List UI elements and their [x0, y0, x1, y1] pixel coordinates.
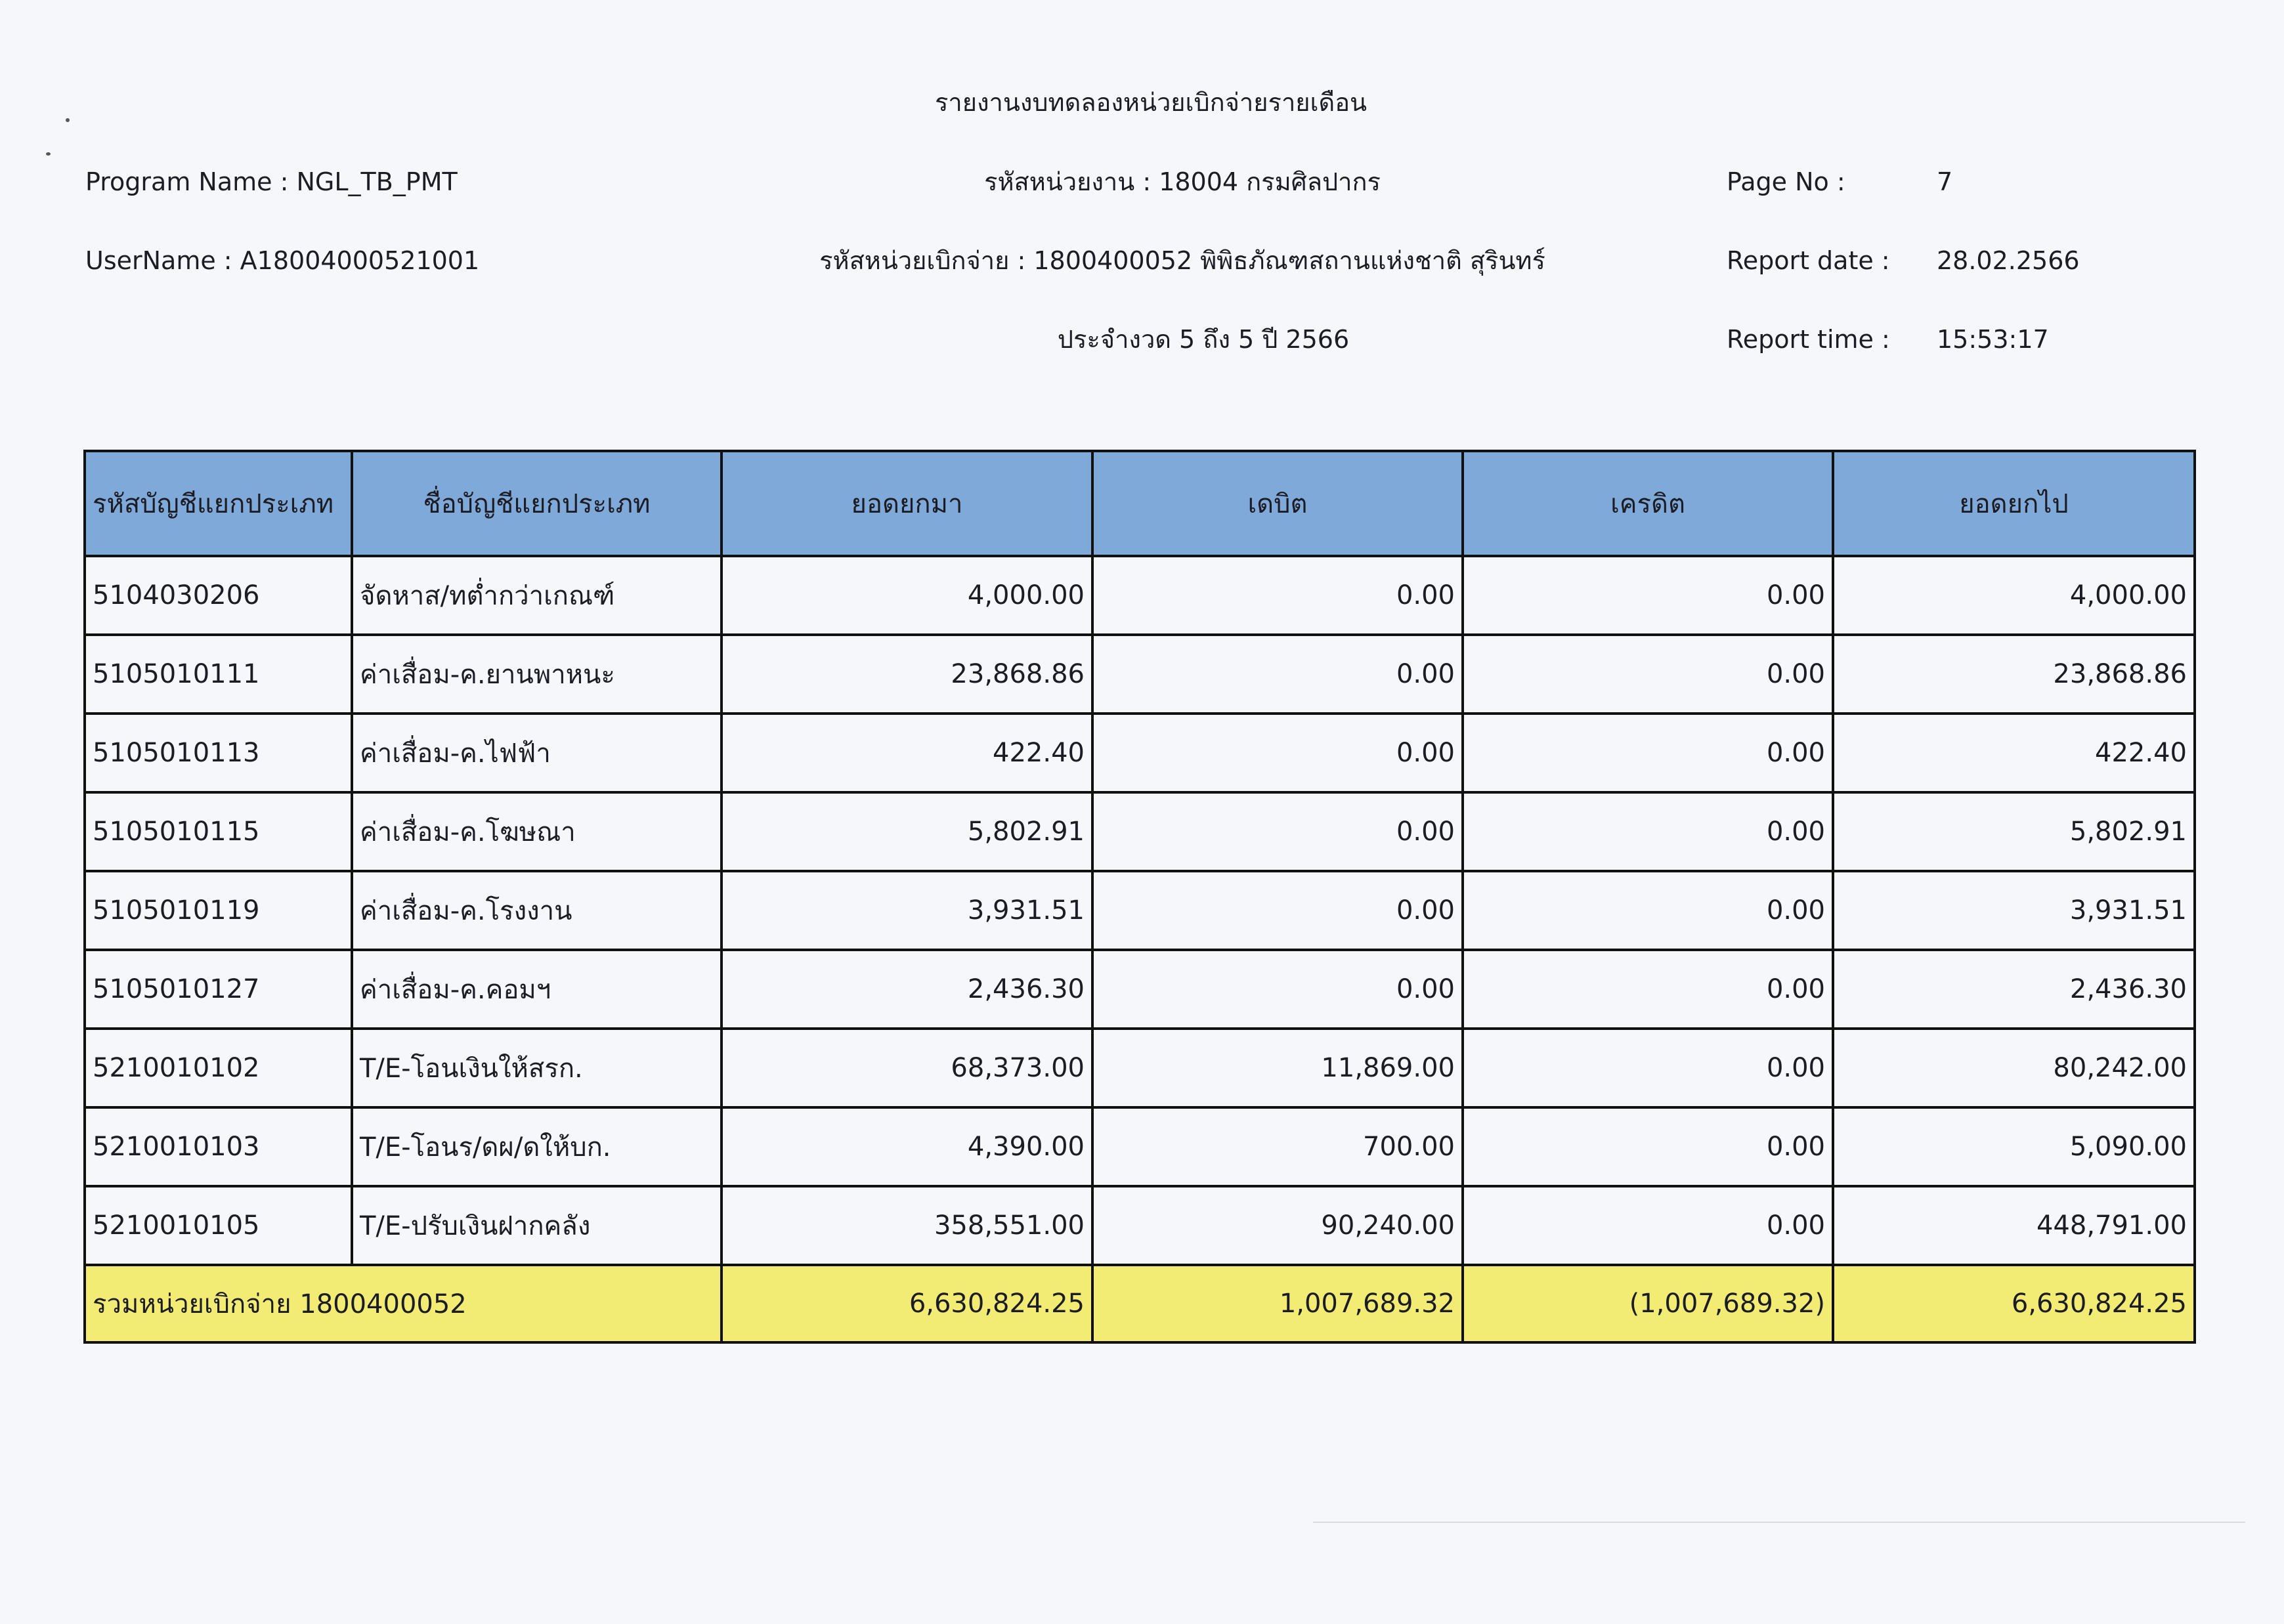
account-name: ค่าเสื่อม-ค.ยานพาหนะ	[352, 635, 722, 714]
opening-balance: 358,551.00	[722, 1186, 1092, 1265]
closing-balance: 2,436.30	[1833, 950, 2195, 1029]
total-debit: 1,007,689.32	[1092, 1265, 1463, 1342]
closing-balance: 422.40	[1833, 714, 2195, 792]
closing-balance: 448,791.00	[1833, 1186, 2195, 1265]
table-row	[85, 1186, 2195, 1265]
total-credit: (1,007,689.32)	[1463, 1265, 1833, 1342]
closing-balance: 5,802.91	[1833, 792, 2195, 871]
credit-amount: 0.00	[1463, 635, 1833, 714]
report-period: ประจำงวด 5 ถึง 5 ปี 2566	[1057, 325, 1350, 354]
account-code: 5105010113	[85, 714, 352, 792]
account-code: 5105010127	[85, 950, 352, 1029]
opening-balance: 68,373.00	[722, 1029, 1092, 1107]
opening-balance: 3,931.51	[722, 871, 1092, 950]
debit-amount: 700.00	[1092, 1107, 1463, 1186]
agency-code: รหัสหน่วยงาน : 18004 กรมศิลปากร	[984, 167, 1381, 196]
closing-balance: 3,931.51	[1833, 871, 2195, 950]
scan-speck	[66, 118, 70, 122]
trial-balance-table	[83, 450, 2196, 1344]
credit-amount: 0.00	[1463, 1186, 1833, 1265]
debit-amount: 0.00	[1092, 950, 1463, 1029]
opening-balance: 23,868.86	[722, 635, 1092, 714]
column-header-opening: ยอดยกมา	[722, 451, 1092, 556]
page-no-label: Page No :	[1727, 167, 1845, 196]
table-row	[85, 871, 2195, 950]
credit-amount: 0.00	[1463, 871, 1833, 950]
table-header-row	[85, 451, 2195, 556]
report-time-label: Report time :	[1727, 325, 1890, 354]
account-code: 5210010102	[85, 1029, 352, 1107]
opening-balance: 422.40	[722, 714, 1092, 792]
column-header-debit: เดบิต	[1092, 451, 1463, 556]
account-code: 5105010115	[85, 792, 352, 871]
closing-balance: 5,090.00	[1833, 1107, 2195, 1186]
total-label: รวมหน่วยเบิกจ่าย 1800400052	[85, 1265, 722, 1342]
closing-balance: 80,242.00	[1833, 1029, 2195, 1107]
debit-amount: 0.00	[1092, 871, 1463, 950]
account-code: 5105010111	[85, 635, 352, 714]
account-code: 5210010105	[85, 1186, 352, 1265]
total-row	[85, 1265, 2195, 1342]
account-name: T/E-ปรับเงินฝากคลัง	[352, 1186, 722, 1265]
disbursing-unit: รหัสหน่วยเบิกจ่าย : 1800400052 พิพิธภัณฑสถานแห่งชาติ สุรินทร์	[819, 246, 1545, 275]
debit-amount: 0.00	[1092, 635, 1463, 714]
credit-amount: 0.00	[1463, 714, 1833, 792]
credit-amount: 0.00	[1463, 950, 1833, 1029]
table-row	[85, 950, 2195, 1029]
page-no-value: 7	[1937, 167, 1953, 196]
scan-edge-line	[1313, 1522, 2245, 1523]
account-name: ค่าเสื่อม-ค.ไฟฟ้า	[352, 714, 722, 792]
account-name: T/E-โอนร/ดผ/ดให้บก.	[352, 1107, 722, 1186]
account-name: T/E-โอนเงินให้สรก.	[352, 1029, 722, 1107]
report-date-label: Report date :	[1727, 246, 1890, 275]
column-header-name: ชื่อบัญชีแยกประเภท	[352, 451, 722, 556]
account-code: 5105010119	[85, 871, 352, 950]
total-closing: 6,630,824.25	[1833, 1265, 2195, 1342]
account-name: จัดหาส/ทต่ำกว่าเกณฑ์	[352, 556, 722, 635]
opening-balance: 4,000.00	[722, 556, 1092, 635]
opening-balance: 2,436.30	[722, 950, 1092, 1029]
scan-speck	[46, 152, 51, 156]
debit-amount: 11,869.00	[1092, 1029, 1463, 1107]
debit-amount: 0.00	[1092, 792, 1463, 871]
report-date-value: 28.02.2566	[1937, 246, 2080, 275]
table-row	[85, 1107, 2195, 1186]
column-header-code: รหัสบัญชีแยกประเภท	[85, 451, 352, 556]
program-name: Program Name : NGL_TB_PMT	[85, 167, 458, 196]
credit-amount: 0.00	[1463, 792, 1833, 871]
report-title: รายงานงบทดลองหน่วยเบิกจ่ายรายเดือน	[934, 88, 1368, 117]
opening-balance: 4,390.00	[722, 1107, 1092, 1186]
account-code: 5210010103	[85, 1107, 352, 1186]
table-row	[85, 556, 2195, 635]
credit-amount: 0.00	[1463, 556, 1833, 635]
table-row	[85, 635, 2195, 714]
debit-amount: 0.00	[1092, 714, 1463, 792]
user-name: UserName : A18004000521001	[85, 246, 480, 275]
debit-amount: 90,240.00	[1092, 1186, 1463, 1265]
closing-balance: 23,868.86	[1833, 635, 2195, 714]
column-header-credit: เครดิต	[1463, 451, 1833, 556]
account-name: ค่าเสื่อม-ค.คอมฯ	[352, 950, 722, 1029]
credit-amount: 0.00	[1463, 1029, 1833, 1107]
column-header-closing: ยอดยกไป	[1833, 451, 2195, 556]
opening-balance: 5,802.91	[722, 792, 1092, 871]
account-name: ค่าเสื่อม-ค.โรงงาน	[352, 871, 722, 950]
total-opening: 6,630,824.25	[722, 1265, 1092, 1342]
debit-amount: 0.00	[1092, 556, 1463, 635]
report-time-value: 15:53:17	[1937, 325, 2049, 354]
table-row	[85, 714, 2195, 792]
table-row	[85, 1029, 2195, 1107]
table-row	[85, 792, 2195, 871]
credit-amount: 0.00	[1463, 1107, 1833, 1186]
account-code: 5104030206	[85, 556, 352, 635]
closing-balance: 4,000.00	[1833, 556, 2195, 635]
account-name: ค่าเสื่อม-ค.โฆษณา	[352, 792, 722, 871]
